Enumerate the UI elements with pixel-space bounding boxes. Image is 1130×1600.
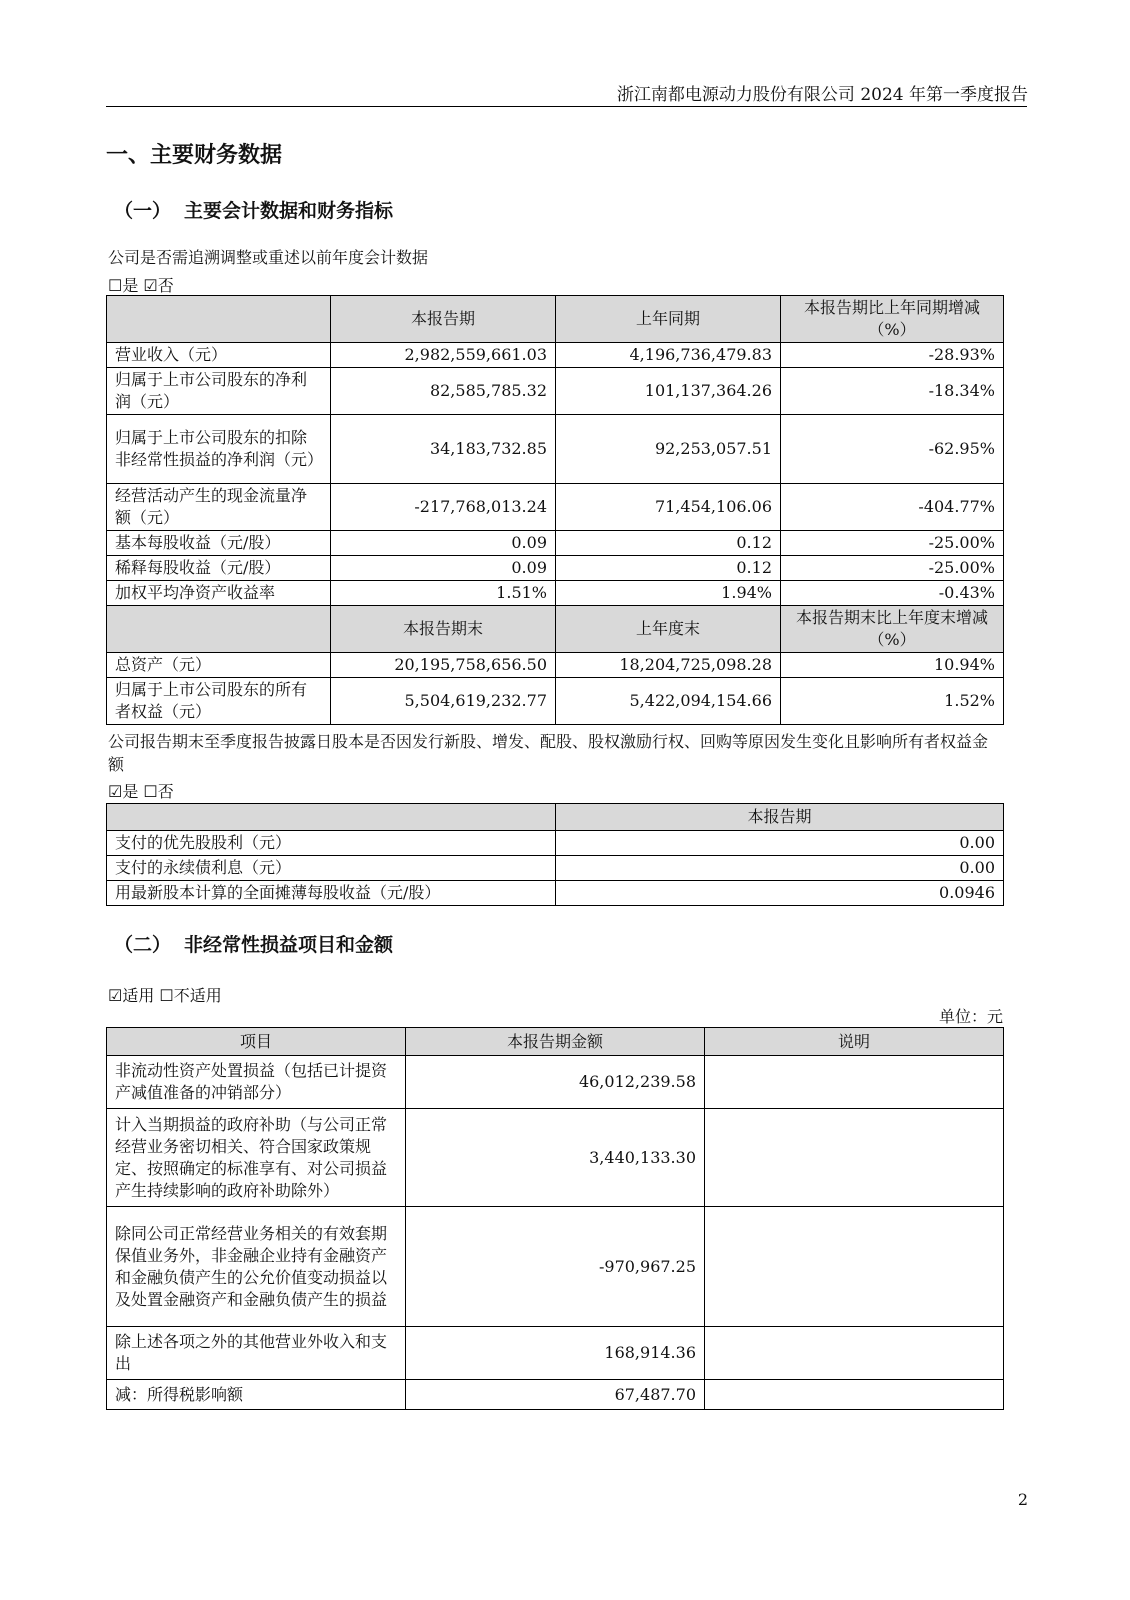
share-capital-question: 公司报告期末至季度报告披露日股本是否因发行新股、增发、配股、股权激励行权、回购等原因发生变化且影响所有者权益金额 [108, 732, 989, 774]
restatement-options: ☐是 ☑否 [108, 276, 174, 295]
value-cell: 0.0946 [556, 881, 1004, 906]
subsection-title-1 [114, 196, 393, 223]
row-label: 归属于上市公司股东的净利润（元） [107, 368, 331, 415]
value-cell: 0.12 [556, 531, 781, 556]
value-cell: 5,504,619,232.77 [331, 678, 556, 725]
row-label: 用最新股本计算的全面摊薄每股收益（元/股） [107, 881, 556, 906]
table-row [107, 1380, 1004, 1410]
running-header: 浙江南都电源动力股份有限公司 2024 年第一季度报告 [616, 85, 1028, 105]
header-cell: 项目 [107, 1028, 406, 1056]
value-cell: 0.09 [331, 531, 556, 556]
value-cell: 71,454,106.06 [556, 484, 781, 531]
table-row [107, 1056, 1004, 1109]
value-cell: 20,195,758,656.50 [331, 653, 556, 678]
row-label: 计入当期损益的政府补助（与公司正常经营业务密切相关、符合国家政策规定、按照确定的标准享有、对公司损益产生持续影响的政府补助除外） [107, 1109, 406, 1207]
section-title: 一、主要财务数据 [106, 142, 283, 168]
restatement-question: 公司是否需追溯调整或重述以前年度会计数据 [108, 248, 429, 267]
value-cell: 46,012,239.58 [406, 1056, 705, 1109]
non-recurring-items-table [106, 1027, 1004, 1410]
value-cell: 4,196,736,479.83 [556, 343, 781, 368]
share-capital-options: ☑是 ☐否 [108, 782, 174, 801]
value-cell: 5,422,094,154.66 [556, 678, 781, 725]
row-label: 减：所得税影响额 [107, 1380, 406, 1410]
row-label: 基本每股收益（元/股） [107, 531, 331, 556]
table-row [107, 856, 1004, 881]
note-cell [705, 1327, 1004, 1380]
value-cell: -25.00% [781, 556, 1004, 581]
row-label: 总资产（元） [107, 653, 331, 678]
subsection-number: （二） [114, 934, 172, 956]
row-label: 除上述各项之外的其他营业外收入和支出 [107, 1327, 406, 1380]
row-label: 支付的永续债利息（元） [107, 856, 556, 881]
row-label: 非流动性资产处置损益（包括已计提资产减值准备的冲销部分） [107, 1056, 406, 1109]
value-cell: 1.52% [781, 678, 1004, 725]
note-cell [705, 1207, 1004, 1327]
header-cell: 本报告期末 [331, 606, 556, 653]
note-cell [705, 1109, 1004, 1207]
value-cell: 82,585,785.32 [331, 368, 556, 415]
table-row [107, 678, 1004, 725]
table-row [107, 1327, 1004, 1380]
value-cell: 0.09 [331, 556, 556, 581]
row-label: 归属于上市公司股东的扣除非经常性损益的净利润（元） [107, 415, 331, 484]
value-cell: 10.94% [781, 653, 1004, 678]
table-row [107, 368, 1004, 415]
row-label: 加权平均净资产收益率 [107, 581, 331, 606]
per-share-table [106, 803, 1004, 906]
table-row [107, 484, 1004, 531]
value-cell: 3,440,133.30 [406, 1109, 705, 1207]
applicability-options: ☑适用 ☐不适用 [108, 986, 222, 1005]
header-cell: 本报告期末比上年度末增减（%） [781, 606, 1004, 653]
value-cell: -28.93% [781, 343, 1004, 368]
subsection-label: 非经常性损益项目和金额 [184, 934, 394, 956]
table-header-row [107, 606, 1004, 653]
header-cell: 本报告期 [331, 296, 556, 343]
row-label: 稀释每股收益（元/股） [107, 556, 331, 581]
value-cell: 18,204,725,098.28 [556, 653, 781, 678]
header-rule [106, 106, 1027, 107]
table-row [107, 343, 1004, 368]
row-label: 营业收入（元） [107, 343, 331, 368]
value-cell: -0.43% [781, 581, 1004, 606]
table-header-row [107, 804, 1004, 831]
value-cell: -970,967.25 [406, 1207, 705, 1327]
table-row [107, 881, 1004, 906]
header-cell: 上年度末 [556, 606, 781, 653]
header-cell: 上年同期 [556, 296, 781, 343]
table-row [107, 1207, 1004, 1327]
row-label: 支付的优先股股利（元） [107, 831, 556, 856]
note-cell [705, 1056, 1004, 1109]
header-cell: 本报告期比上年同期增减（%） [781, 296, 1004, 343]
value-cell: 92,253,057.51 [556, 415, 781, 484]
header-cell [107, 804, 556, 831]
subsection-number: （一） [114, 200, 172, 222]
value-cell: 0.00 [556, 856, 1004, 881]
header-cell: 本报告期 [556, 804, 1004, 831]
header-cell: 说明 [705, 1028, 1004, 1056]
row-label: 经营活动产生的现金流量净额（元） [107, 484, 331, 531]
row-label: 归属于上市公司股东的所有者权益（元） [107, 678, 331, 725]
page-number: 2 [1017, 1490, 1028, 1509]
value-cell: -62.95% [781, 415, 1004, 484]
subsection-label: 主要会计数据和财务指标 [184, 200, 394, 222]
value-cell: 101,137,364.26 [556, 368, 781, 415]
table-row [107, 415, 1004, 484]
key-financial-data-table [106, 295, 1004, 725]
value-cell: 1.94% [556, 581, 781, 606]
value-cell: -217,768,013.24 [331, 484, 556, 531]
value-cell: 1.51% [331, 581, 556, 606]
note-cell [705, 1380, 1004, 1410]
value-cell: -404.77% [781, 484, 1004, 531]
table-row [107, 556, 1004, 581]
row-label: 除同公司正常经营业务相关的有效套期保值业务外，非金融企业持有金融资产和金融负债产生的公允价值变动损益以及处置金融资产和金融负债产生的损益 [107, 1207, 406, 1327]
header-cell [107, 296, 331, 343]
value-cell: 168,914.36 [406, 1327, 705, 1380]
value-cell: 0.00 [556, 831, 1004, 856]
table-header-row [107, 296, 1004, 343]
unit-label: 单位：元 [938, 1007, 1003, 1026]
value-cell: 67,487.70 [406, 1380, 705, 1410]
header-cell [107, 606, 331, 653]
value-cell: -25.00% [781, 531, 1004, 556]
value-cell: 34,183,732.85 [331, 415, 556, 484]
subsection-title-2 [114, 930, 393, 957]
header-cell: 本报告期金额 [406, 1028, 705, 1056]
table-row [107, 653, 1004, 678]
table-row [107, 831, 1004, 856]
table-row [107, 581, 1004, 606]
value-cell: 0.12 [556, 556, 781, 581]
table-header-row [107, 1028, 1004, 1056]
value-cell: -18.34% [781, 368, 1004, 415]
value-cell: 2,982,559,661.03 [331, 343, 556, 368]
table-row [107, 531, 1004, 556]
table-row [107, 1109, 1004, 1207]
